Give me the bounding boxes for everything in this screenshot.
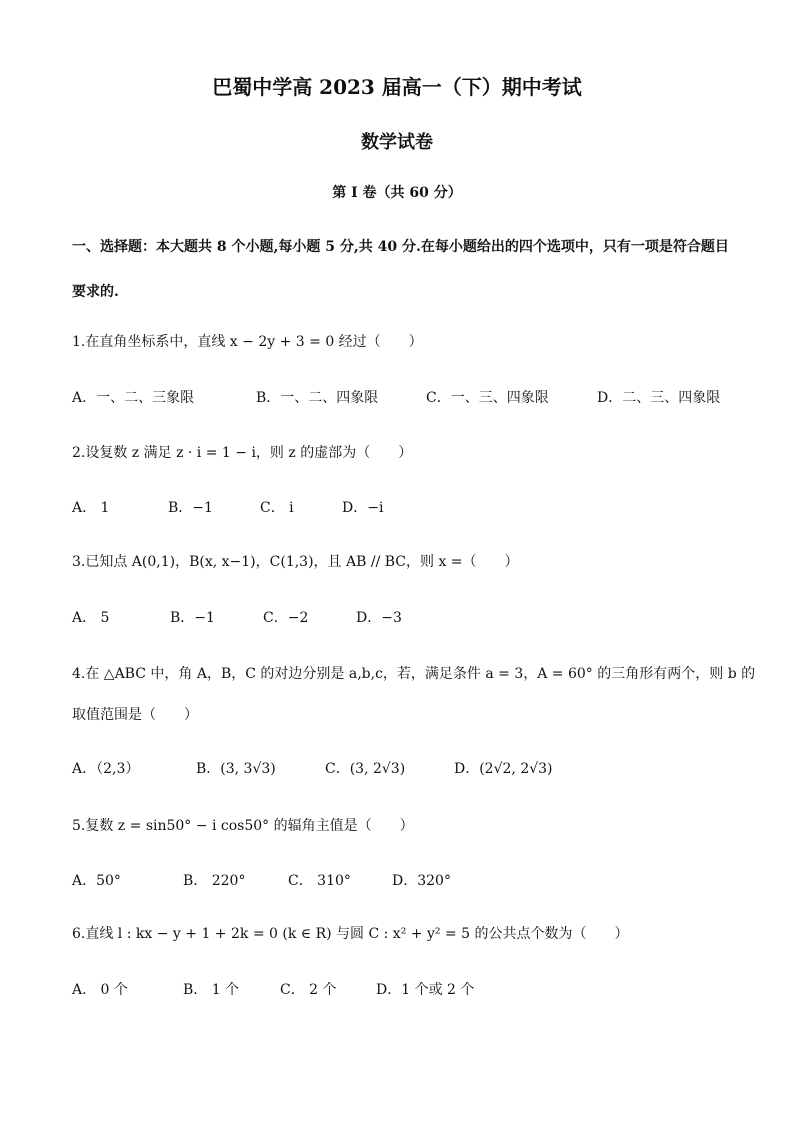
option-d: D．−i (342, 500, 384, 516)
option-c: C． 310° (288, 873, 351, 889)
section-instructions-line1: 一、选择题：本大题共 8 个小题,每小题 5 分,共 40 分.在每小题给出的四个选项中，只有一项是符合题目 (72, 239, 729, 255)
question-2-stem: 2.设复数 z 满足 z · i = 1 − i，则 z 的虚部为（ ） (72, 445, 413, 461)
option-b: B．−1 (170, 610, 215, 626)
option-d: D．320° (392, 873, 451, 889)
option-b: B．一、二、四象限 (256, 390, 379, 406)
option-a: A．50° (72, 873, 121, 889)
option-d: D．−3 (356, 610, 402, 626)
option-a: A． 0 个 (72, 982, 128, 998)
exam-subject: 数学试卷 (361, 132, 433, 153)
option-a: A．一、二、三象限 (72, 390, 195, 406)
question-4-stem-line1: 4.在 △ABC 中，角 A，B，C 的对边分别是 a,b,c，若，满足条件 a = 3，A = 60° 的三角形有两个，则 b 的 (72, 666, 756, 682)
option-c: C． 2 个 (280, 982, 337, 998)
question-4-stem-line2: 取值范围是（ ） (72, 707, 198, 723)
option-a: A． 5 (72, 610, 110, 626)
question-1-stem: 1.在直角坐标系中，直线 x − 2y + 3 = 0 经过（ ） (72, 334, 423, 350)
option-b: B．(3, 3√3) (196, 761, 276, 777)
option-b: B． 220° (183, 873, 246, 889)
exam-title: 巴蜀中学高 2023 届高一（下）期中考试 (212, 75, 582, 99)
question-3-stem: 3.已知点 A(0,1)，B(x, x−1)，C(1,3)，且 AB // BC，则 x =（ ） (72, 554, 519, 570)
option-c: C．(3, 2√3) (325, 761, 406, 777)
question-5-stem: 5.复数 z = sin50° − i cos50° 的辐角主值是（ ） (72, 818, 414, 834)
question-6-stem: 6.直线 l : kx − y + 1 + 2k = 0 (k ∈ R) 与圆 C : x² + y² = 5 的公共点个数为（ ） (72, 926, 629, 942)
option-d: D．1 个或 2 个 (376, 982, 475, 998)
option-d: D．(2√2, 2√3) (454, 761, 553, 777)
option-c: C．一、三、四象限 (426, 390, 549, 406)
option-b: B．−1 (168, 500, 213, 516)
option-b: B． 1 个 (183, 982, 240, 998)
option-c: C． i (260, 500, 294, 516)
section-instructions-line2: 要求的. (72, 284, 119, 300)
volume-heading: 第 I 卷（共 60 分） (332, 185, 462, 201)
option-c: C．−2 (263, 610, 309, 626)
option-d: D．二、三、四象限 (597, 390, 721, 406)
option-a: A．（2,3） (72, 761, 140, 777)
option-a: A． 1 (72, 500, 110, 516)
